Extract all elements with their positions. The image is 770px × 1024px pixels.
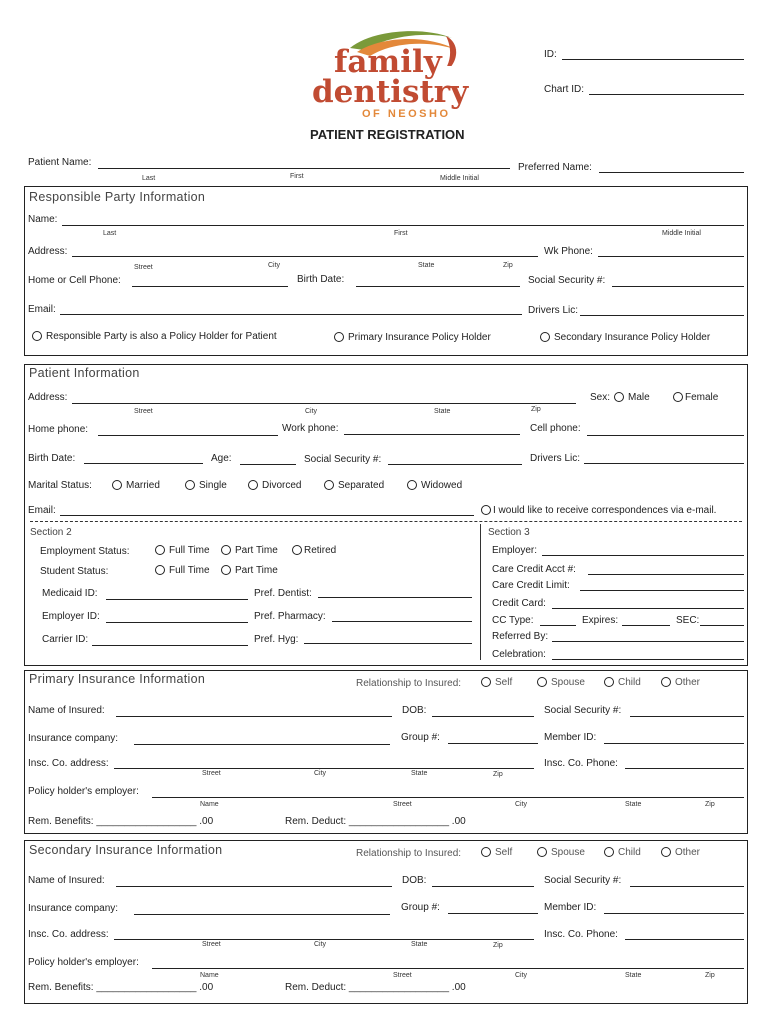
s2-full2-label: Full Time [169, 565, 210, 576]
pi-phone-label: Insc. Co. Phone: [544, 758, 618, 769]
pt-state-hint: State [434, 408, 451, 415]
pt-correspond-label: I would like to receive correspondences via e-mail. [493, 505, 717, 516]
s2-carrier-field[interactable] [92, 645, 248, 646]
si-self-label: Self [495, 847, 513, 858]
s2-retired-label: Retired [304, 545, 337, 556]
s3-expires-field[interactable] [622, 625, 670, 626]
pt-drivers-field[interactable] [584, 463, 744, 464]
si-zip-hint: Zip [493, 942, 503, 949]
s3-celebration-label: Celebration: [492, 649, 546, 660]
rp-email-field[interactable] [60, 314, 522, 315]
rp-ssn-field[interactable] [612, 286, 744, 287]
radio-icon [407, 480, 417, 490]
pi-child-option[interactable] [604, 677, 641, 688]
pi-other-label: Other [675, 677, 701, 688]
pt-email-correspondence-option[interactable] [481, 505, 716, 516]
rp-wk-phone-label: Wk Phone: [544, 246, 593, 257]
pt-birth-label: Birth Date: [28, 453, 76, 464]
s3-sec-field[interactable] [700, 625, 744, 626]
si-ssn-field[interactable] [630, 886, 744, 887]
chart-id-field[interactable] [589, 94, 744, 95]
si-rem-deduct[interactable]: Rem. Deduct: __________________ .00 [285, 982, 466, 993]
pi-name-label: Name of Insured: [28, 705, 105, 716]
pi-dob-field[interactable] [432, 716, 534, 717]
s2-part1-label: Part Time [235, 545, 278, 556]
si-employer-field[interactable] [152, 968, 744, 969]
s2-emp-part-option[interactable] [221, 545, 278, 556]
si-emp-name-hint: Name [200, 972, 219, 979]
rp-wk-phone-field[interactable] [598, 256, 744, 257]
s2-employment-label: Employment Status: [40, 546, 130, 557]
pi-other-option[interactable] [661, 677, 700, 688]
pi-company-label: Insurance company: [28, 733, 119, 744]
radio-icon [112, 480, 122, 490]
si-address-label: Insc. Co. address: [28, 929, 109, 940]
pt-age-label: Age: [211, 453, 232, 464]
s3-employer-label: Employer: [492, 545, 538, 556]
section3-title: Section 3 [488, 527, 530, 538]
patient-name-last-hint: Last [142, 175, 156, 182]
radio-icon [221, 565, 231, 575]
rp-policy-holder-option[interactable] [32, 331, 277, 342]
rp-opt3-label: Secondary Insurance Policy Holder [554, 332, 711, 343]
si-emp-state-hint: State [625, 972, 642, 979]
patient-information-title: Patient Information [29, 366, 140, 380]
si-employer-label: Policy holder's employer: [28, 957, 139, 968]
s3-care-limit-field[interactable] [580, 590, 744, 591]
pt-age-field[interactable] [240, 464, 296, 465]
radio-icon [604, 847, 614, 857]
si-city-hint: City [314, 941, 327, 948]
rp-last-hint: Last [103, 230, 117, 237]
patient-name-label: Patient Name: [28, 157, 92, 168]
pt-zip-hint: Zip [531, 406, 541, 413]
si-company-field[interactable] [134, 914, 390, 915]
primary-insurance-section [24, 670, 748, 834]
si-state-hint: State [411, 941, 428, 948]
si-self-option[interactable] [481, 847, 512, 858]
rp-ssn-label: Social Security #: [528, 275, 606, 286]
si-emp-street-hint: Street [393, 972, 412, 979]
s2-medicaid-field[interactable] [106, 599, 248, 600]
section-vertical-divider [480, 524, 481, 660]
pt-divorced-option[interactable] [248, 480, 301, 491]
si-ssn-label: Social Security #: [544, 875, 622, 886]
s2-stu-part-option[interactable] [221, 565, 278, 576]
s2-part2-label: Part Time [235, 565, 278, 576]
rp-city-hint: City [268, 262, 281, 269]
pt-home-phone-field[interactable] [98, 435, 278, 436]
si-other-label: Other [675, 847, 701, 858]
pt-separated-option[interactable] [324, 480, 384, 491]
s2-emp-retired-option[interactable] [292, 545, 336, 556]
radio-icon [155, 565, 165, 575]
radio-icon [661, 677, 671, 687]
pt-widowed-option[interactable] [407, 480, 462, 491]
radio-icon [661, 847, 671, 857]
si-spouse-option[interactable] [537, 847, 585, 858]
patient-name-first-hint: First [290, 173, 304, 180]
si-emp-city-hint: City [515, 972, 528, 979]
radio-icon [481, 677, 491, 687]
s2-student-label: Student Status: [40, 566, 109, 577]
rp-middle-hint: Middle Initial [662, 230, 701, 237]
rp-email-label: Email: [28, 304, 56, 315]
pi-name-field[interactable] [116, 716, 392, 717]
pi-ssn-label: Social Security #: [544, 705, 622, 716]
pi-address-label: Insc. Co. address: [28, 758, 109, 769]
s2-pref-pharmacy-field[interactable] [332, 621, 472, 622]
si-group-field[interactable] [448, 913, 538, 914]
pi-member-label: Member ID: [544, 732, 597, 743]
primary-insurance-title: Primary Insurance Information [29, 672, 206, 686]
radio-icon [324, 480, 334, 490]
s2-carrier-label: Carrier ID: [42, 634, 89, 645]
pt-street-hint: Street [134, 408, 153, 415]
pi-spouse-option[interactable] [537, 677, 585, 688]
radio-icon [221, 545, 231, 555]
rp-primary-holder-option[interactable] [334, 332, 491, 343]
si-phone-label: Insc. Co. Phone: [544, 929, 618, 940]
pt-male-label: Male [628, 392, 650, 403]
si-child-label: Child [618, 847, 641, 858]
radio-icon [185, 480, 195, 490]
pi-group-label: Group #: [401, 732, 440, 743]
logo-family: family [334, 44, 442, 80]
s2-pref-hyg-field[interactable] [304, 643, 472, 644]
radio-icon [155, 545, 165, 555]
s2-pref-dentist-label: Pref. Dentist: [254, 588, 312, 599]
pt-cell-phone-label: Cell phone: [530, 423, 581, 434]
pi-employer-label: Policy holder's employer: [28, 786, 139, 797]
id-label: ID: [544, 49, 557, 60]
si-member-label: Member ID: [544, 902, 597, 913]
rp-opt2-label: Primary Insurance Policy Holder [348, 332, 491, 343]
radio-icon [32, 331, 42, 341]
s3-cc-type-label: CC Type: [492, 615, 534, 626]
pt-work-phone-label: Work phone: [282, 423, 339, 434]
pi-rem-benefits[interactable]: Rem. Benefits: __________________ .00 [28, 816, 214, 827]
radio-icon [673, 392, 683, 402]
si-member-field[interactable] [604, 913, 744, 914]
s2-pref-dentist-field[interactable] [318, 597, 472, 598]
radio-icon [481, 505, 491, 515]
si-dob-label: DOB: [402, 875, 427, 886]
pi-self-label: Self [495, 677, 513, 688]
si-emp-zip-hint: Zip [705, 972, 715, 979]
rp-street-hint: Street [134, 264, 153, 271]
radio-icon [614, 392, 624, 402]
s2-full1-label: Full Time [169, 545, 210, 556]
s3-care-acct-label: Care Credit Acct #: [492, 564, 576, 575]
pi-city-hint: City [314, 770, 327, 777]
pt-work-phone-field[interactable] [344, 434, 520, 435]
si-relationship-label: Relationship to Insured: [356, 848, 462, 859]
pi-dob-label: DOB: [402, 705, 427, 716]
si-dob-field[interactable] [432, 886, 534, 887]
radio-icon [537, 677, 547, 687]
si-phone-field[interactable] [625, 939, 744, 940]
pi-member-field[interactable] [604, 743, 744, 744]
s3-care-limit-label: Care Credit Limit: [492, 580, 570, 591]
rp-birth-field[interactable] [356, 286, 520, 287]
page-title: PATIENT REGISTRATION [310, 127, 465, 142]
rp-address-field[interactable] [72, 256, 538, 257]
pt-city-hint: City [305, 408, 318, 415]
rp-home-cell-label: Home or Cell Phone: [28, 275, 121, 286]
pt-address-field[interactable] [72, 403, 576, 404]
id-field[interactable] [562, 59, 744, 60]
s3-credit-card-field[interactable] [552, 608, 744, 609]
pi-relationship-label: Relationship to Insured: [356, 678, 462, 689]
rp-first-hint: First [394, 230, 408, 237]
si-address-field[interactable] [114, 939, 534, 940]
preferred-name-label: Preferred Name: [518, 162, 592, 173]
pi-street-hint: Street [202, 770, 221, 777]
pt-separated-label: Separated [338, 480, 385, 491]
radio-icon [334, 332, 344, 342]
si-group-label: Group #: [401, 902, 440, 913]
pt-ssn-field[interactable] [388, 464, 522, 465]
pi-company-field[interactable] [134, 744, 390, 745]
s3-referred-field[interactable] [552, 641, 744, 642]
pt-drivers-label: Drivers Lic: [530, 453, 581, 464]
s3-cc-type-field[interactable] [540, 625, 576, 626]
pt-married-label: Married [126, 480, 160, 491]
pt-married-option[interactable] [112, 480, 160, 491]
patient-name-middle-hint: Middle Initial [440, 175, 479, 182]
radio-icon [481, 847, 491, 857]
pt-email-field[interactable] [60, 515, 474, 516]
pi-emp-zip-hint: Zip [705, 801, 715, 808]
radio-icon [292, 545, 302, 555]
s3-celebration-field[interactable] [552, 659, 744, 660]
pt-cell-phone-field[interactable] [587, 435, 744, 436]
s3-referred-label: Referred By: [492, 631, 549, 642]
radio-icon [248, 480, 258, 490]
pt-female-label: Female [685, 392, 719, 403]
pt-sex-female-option[interactable] [673, 392, 718, 403]
pt-widowed-label: Widowed [421, 480, 463, 491]
practice-logo [312, 26, 469, 121]
rp-state-hint: State [418, 262, 435, 269]
pt-address-label: Address: [28, 392, 68, 403]
pt-ssn-label: Social Security #: [304, 454, 382, 465]
pi-spouse-label: Spouse [551, 677, 585, 688]
rp-opt1-label: Responsible Party is also a Policy Holder for Patient [46, 331, 277, 342]
pi-address-field[interactable] [114, 768, 534, 769]
responsible-party-title: Responsible Party Information [29, 190, 206, 204]
logo-dentistry: dentistry [312, 74, 469, 110]
si-child-option[interactable] [604, 847, 641, 858]
rp-name-field[interactable] [62, 225, 744, 226]
pi-rem-deduct[interactable]: Rem. Deduct: __________________ .00 [285, 816, 466, 827]
s2-stu-full-option[interactable] [155, 565, 210, 576]
radio-icon [540, 332, 550, 342]
s2-pref-hyg-label: Pref. Hyg: [254, 634, 299, 645]
radio-icon [537, 847, 547, 857]
pi-zip-hint: Zip [493, 771, 503, 778]
patient-name-field[interactable] [98, 168, 510, 169]
pt-birth-field[interactable] [84, 463, 203, 464]
pt-sex-male-option[interactable] [614, 392, 650, 403]
si-name-field[interactable] [116, 886, 392, 887]
s2-medicaid-label: Medicaid ID: [42, 588, 98, 599]
pt-single-option[interactable] [185, 480, 227, 491]
pi-phone-field[interactable] [625, 768, 744, 769]
si-name-label: Name of Insured: [28, 875, 105, 886]
pt-divorced-label: Divorced [262, 480, 302, 491]
secondary-insurance-section [24, 840, 748, 1004]
radio-icon [604, 677, 614, 687]
pi-emp-name-hint: Name [200, 801, 219, 808]
rp-birth-label: Birth Date: [297, 274, 345, 285]
rp-home-cell-field[interactable] [132, 286, 288, 287]
pt-email-label: Email: [28, 505, 56, 516]
pi-emp-city-hint: City [515, 801, 528, 808]
si-other-option[interactable] [661, 847, 700, 858]
s2-pref-pharmacy-label: Pref. Pharmacy: [254, 611, 326, 622]
pt-sex-label: Sex: [590, 392, 611, 403]
rp-drivers-field[interactable] [580, 315, 744, 316]
pi-state-hint: State [411, 770, 428, 777]
pi-ssn-field[interactable] [630, 716, 744, 717]
s3-employer-field[interactable] [542, 555, 744, 556]
pi-emp-street-hint: Street [393, 801, 412, 808]
logo-of-neosho: OF NEOSHO [362, 108, 451, 120]
rp-secondary-holder-option[interactable] [540, 332, 710, 343]
pt-single-label: Single [199, 480, 227, 491]
pi-employer-field[interactable] [152, 797, 744, 798]
pi-child-label: Child [618, 677, 641, 688]
rp-address-label: Address: [28, 246, 68, 257]
s2-employer-id-field[interactable] [106, 622, 248, 623]
si-rem-benefits[interactable]: Rem. Benefits: __________________ .00 [28, 982, 214, 993]
preferred-name-field[interactable] [599, 172, 744, 173]
pi-group-field[interactable] [448, 743, 538, 744]
si-company-label: Insurance company: [28, 903, 119, 914]
s3-expires-label: Expires: [582, 615, 619, 626]
si-spouse-label: Spouse [551, 847, 585, 858]
chart-id-label: Chart ID: [544, 84, 585, 95]
si-street-hint: Street [202, 941, 221, 948]
s3-care-acct-field[interactable] [588, 574, 744, 575]
s2-employer-id-label: Employer ID: [42, 611, 100, 622]
rp-drivers-label: Drivers Lic: [528, 305, 579, 316]
rp-zip-hint: Zip [503, 262, 513, 269]
section-divider [30, 521, 742, 522]
pi-emp-state-hint: State [625, 801, 642, 808]
secondary-insurance-title: Secondary Insurance Information [29, 843, 223, 857]
s3-credit-card-label: Credit Card: [492, 598, 546, 609]
pi-self-option[interactable] [481, 677, 512, 688]
rp-name-label: Name: [28, 214, 58, 225]
pt-marital-label: Marital Status: [28, 480, 92, 491]
s2-emp-full-option[interactable] [155, 545, 210, 556]
pt-home-phone-label: Home phone: [28, 424, 89, 435]
section2-title: Section 2 [30, 527, 72, 538]
s3-sec-label: SEC: [676, 615, 700, 626]
